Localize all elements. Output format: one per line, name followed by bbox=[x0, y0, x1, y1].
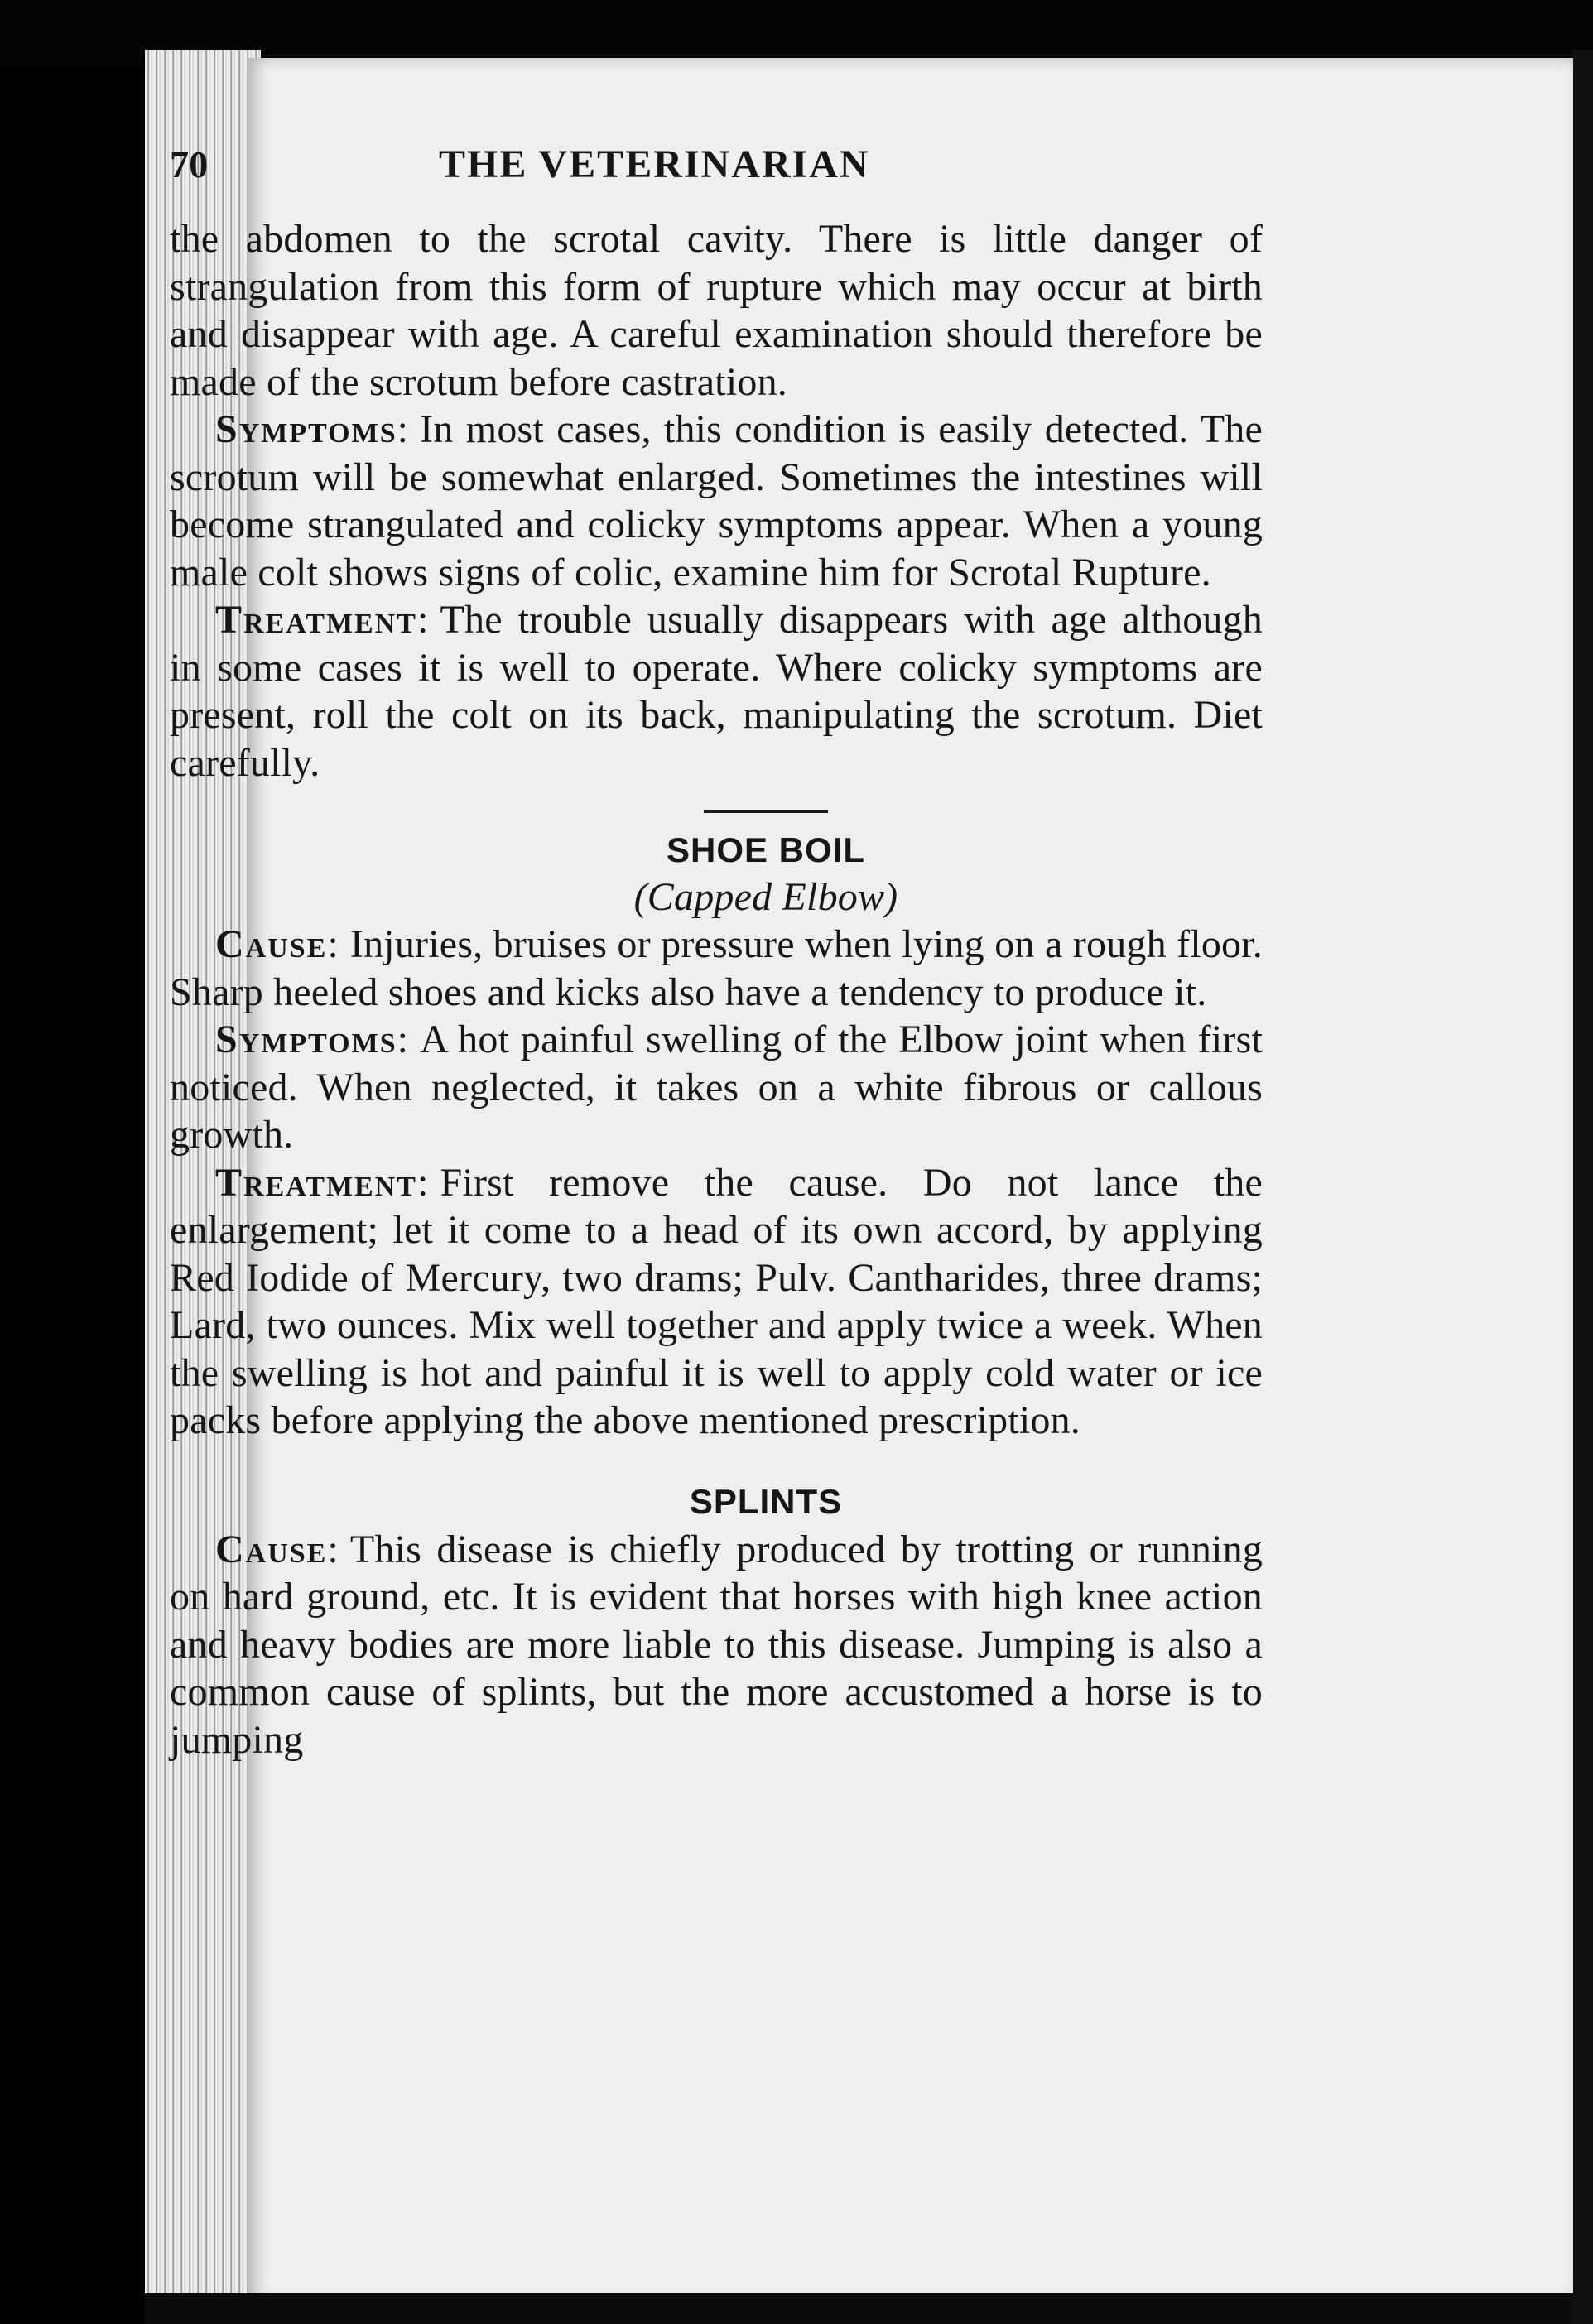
page-number: 70 bbox=[170, 143, 209, 185]
section-title-shoe-boil: SHOE BOIL bbox=[666, 830, 866, 869]
symptoms-label: Symptoms bbox=[215, 1018, 397, 1061]
treatment-label: Treatment bbox=[215, 1160, 417, 1205]
rupture-symptoms-paragraph: Symptoms: In most cases, this condition is easily detected. The scrotum will be somewhat enlarged. Sometimes the intestines will become strangulated and colicky symptoms appear. When a young male colt shows signs of colic, examine him for Scrotal Rupture. bbox=[170, 407, 1263, 594]
scan-background-right bbox=[1573, 50, 1593, 2324]
shoe-boil-symptoms-paragraph: Symptoms: A hot painful swelling of the Elbow joint when first noticed. When neglected, it takes on a white fibrous or callous growth. bbox=[170, 1018, 1263, 1157]
running-header bbox=[170, 141, 1263, 215]
section-divider-rule bbox=[704, 810, 828, 813]
symptoms-text: A hot painful swelling of the Elbow joint when first noticed. When neglected, it takes on a white fibrous or callous growth. bbox=[170, 1018, 1263, 1157]
section-subtitle-capped-elbow: (Capped Elbow) bbox=[633, 875, 898, 919]
page-text bbox=[170, 141, 1263, 1763]
running-title: THE VETERINARIAN bbox=[439, 142, 870, 186]
continuation-paragraph: the abdomen to the scrotal cavity. There is little danger of strangulation from this form of rupture which may occur at birth and disappear with age. A careful examination should therefore be made of the scrotum before castration. bbox=[170, 217, 1263, 404]
cause-text: This disease is chiefly produced by trotting or running on hard ground, etc. It is evident that horses with high knee action and heavy bodies are more liable to this disease. Jumping is also a common cause of splints, but the more accustomed a horse is to jumping bbox=[170, 1527, 1263, 1762]
symptoms-label: Symptoms bbox=[215, 407, 397, 451]
shoe-boil-cause-paragraph: Cause: Injuries, bruises or pressure when lying on a rough floor. Sharp heeled shoes and kicks also have a tendency to produce it. bbox=[170, 922, 1263, 1014]
treatment-label: Treatment bbox=[215, 598, 417, 642]
rupture-treatment-paragraph: Treatment: The trouble usually disappears with age although in some cases it is well to operate. Where colicky symptoms are present, roll the colt on its back, manipulating the scrotum. Diet carefully. bbox=[170, 598, 1263, 785]
cause-text: Injuries, bruises or pressure when lying on a rough floor. Sharp heeled shoes and kicks also have a tendency to produce it. bbox=[170, 922, 1263, 1014]
cause-label: Cause bbox=[215, 1527, 328, 1571]
symptoms-text: In most cases, this condition is easily detected. The scrotum will be somewhat enlarged. Sometimes the intestines will become strangulated and colicky symptoms appear. When a young male colt shows signs of colic, examine him for Scrotal Rupture. bbox=[170, 407, 1263, 594]
scan-background-bottom bbox=[145, 2293, 1573, 2324]
section-spacer bbox=[170, 1445, 1263, 1478]
cause-label: Cause bbox=[215, 922, 328, 966]
treatment-text: The trouble usually disappears with age although in some cases it is well to operate. Where colicky symptoms are present, roll the colt on its back, manipulating the scrotum. Diet carefully. bbox=[170, 598, 1263, 785]
shoe-boil-treatment-paragraph: Treatment: First remove the cause. Do not lance the enlargement; let it come to a head of its own accord, by applying Red Iodide of Mercury, two drams; Pulv. Cantharides, three drams; Lard, two ounces. Mix well together and apply twice a week. When the swelling is hot and painful it is well to apply cold water or ice packs before applying the above mentioned prescription. bbox=[170, 1160, 1263, 1442]
section-title-splints: SPLINTS bbox=[689, 1481, 843, 1521]
treatment-text: First remove the cause. Do not lance the enlargement; let it come to a head of its own accord, by applying Red Iodide of Mercury, two drams; Pulv. Cantharides, three drams; Lard, two ounces. Mix well together and apply twice a week. When the swelling is hot and painful it is well to apply cold water or ice packs before applying the above mentioned prescription. bbox=[170, 1160, 1263, 1442]
splints-cause-paragraph: Cause: This disease is chiefly produced by trotting or running on hard ground, etc. It is evident that horses with high knee action and heavy bodies are more liable to this disease. Jumping is also a common cause of splints, but the more accustomed a horse is to jumping bbox=[170, 1527, 1263, 1762]
